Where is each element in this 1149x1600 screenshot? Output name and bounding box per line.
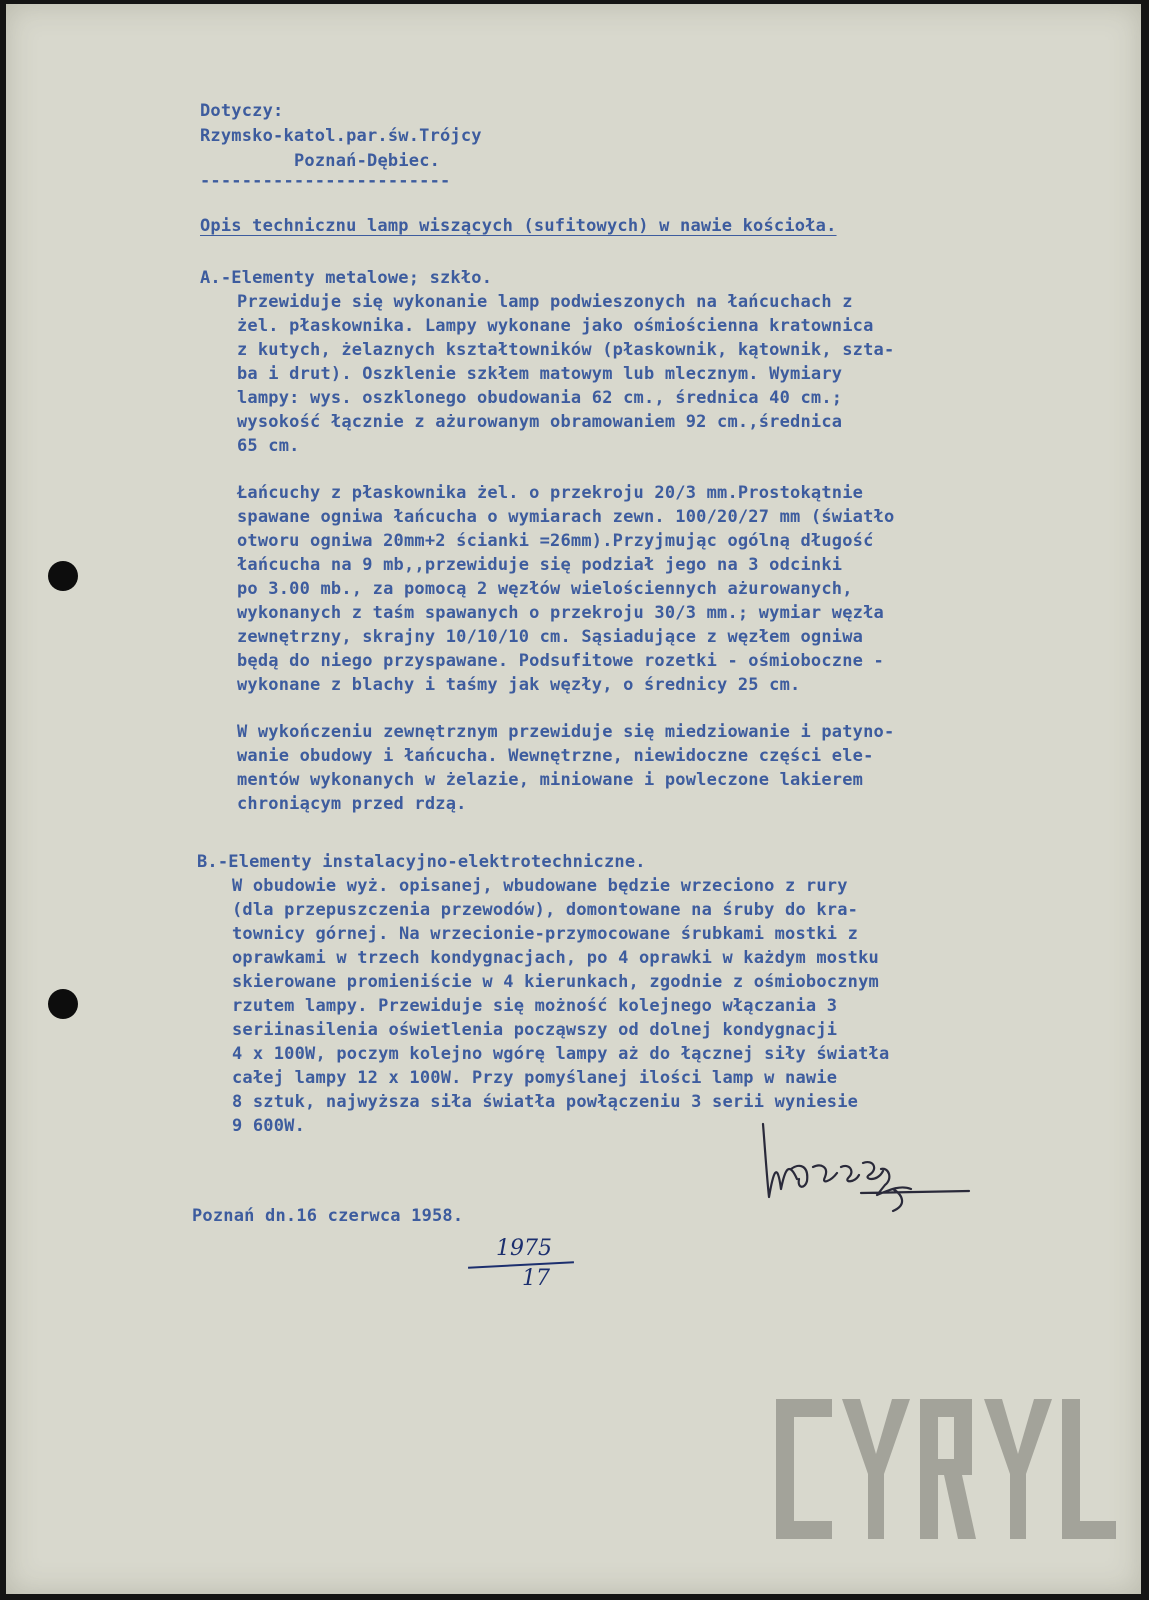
text-line: seriinasilenia oświetlenia począwszy od dolnej kondygnacji: [232, 1020, 838, 1040]
text-line: W obudowie wyż. opisanej, wbudowane będzie wrzeciono z rury: [232, 876, 848, 896]
text-line: z kutych, żelaznych kształtowników (płaskownik, kątownik, szta-: [237, 340, 895, 360]
text-line: wanie obudowy i łańcucha. Wewnętrzne, niewidoczne części ele-: [237, 746, 874, 766]
section-b-heading: B.-Elementy instalacyjno-elektrotechniczne.: [197, 852, 646, 872]
text-line: 4 x 100W, poczym kolejno wgórę lampy aż do łącznej siły światła: [232, 1044, 890, 1064]
text-line: Łańcuchy z płaskownika żel. o przekroju 20/3 mm.Prostokątnie: [237, 483, 864, 503]
text-line: Przewiduje się wykonanie lamp podwieszonych na łańcuchach z: [237, 292, 853, 312]
text-line: łańcucha na 9 mb,,przewiduje się podział jego na 3 odcinki: [237, 555, 843, 575]
cyryl-watermark-logo: [776, 1399, 1116, 1539]
archive-number: [462, 1236, 582, 1296]
text-line: spawane ogniwa łańcucha o wymiarach zewn. 100/20/27 mm (światło: [237, 507, 895, 527]
text-line: lampy: wys. oszklonego obudowania 62 cm., średnica 40 cm.;: [237, 388, 843, 408]
text-line: będą do niego przyspawane. Podsufitowe rozetki - ośmioboczne -: [237, 651, 884, 671]
text-line: ba i drut). Oszklenie szkłem matowym lub mlecznym. Wymiary: [237, 364, 843, 384]
document-title: Opis technicznu lamp wiszących (sufitowych) w nawie kościoła.: [200, 216, 837, 236]
punch-hole-bottom: [48, 989, 78, 1019]
text-line: rzutem lampy. Przewiduje się możność kolejnego włączania 3: [232, 996, 838, 1016]
addressee-line-2: Poznań-Dębiec.: [294, 151, 441, 171]
text-line: mentów wykonanych w żelazie, miniowane i powleczone lakierem: [237, 770, 864, 790]
text-line: chroniącym przed rdzą.: [237, 794, 467, 814]
punch-hole-top: [48, 561, 78, 591]
text-line: żel. płaskownika. Lampy wykonane jako ośmiościenna kratownica: [237, 316, 874, 336]
text-line: zewnętrzny, skrajny 10/10/10 cm. Sąsiadujące z węzłem ogniwa: [237, 627, 864, 647]
section-a-heading: A.-Elementy metalowe; szkło.: [200, 268, 493, 288]
text-line: oprawkami w trzech kondygnacjach, po 4 oprawki w każdym mostku: [232, 948, 879, 968]
text-line: 65 cm.: [237, 436, 300, 456]
text-line: otworu ogniwa 20mm+2 ścianki =26mm).Przyjmując ogólną długość: [237, 531, 874, 551]
text-line: całej lampy 12 x 100W. Przy pomyślanej ilości lamp w nawie: [232, 1068, 838, 1088]
addressee-label: Dotyczy:: [200, 101, 284, 121]
signature: [751, 1119, 991, 1229]
text-line: (dla przepuszczenia przewodów), domontowane na śruby do kra-: [232, 900, 859, 920]
archive-number-bottom: 17: [522, 1266, 550, 1291]
text-line: po 3.00 mb., za pomocą 2 węzłów wielościennych ażurowanych,: [237, 579, 853, 599]
text-line: townicy górnej. Na wrzecionie-przymocowane śrubkami mostki z: [232, 924, 859, 944]
text-line: 8 sztuk, najwyższa siła światła powłączeniu 3 serii wyniesie: [232, 1092, 859, 1112]
place-date: Poznań dn.16 czerwca 1958.: [192, 1206, 464, 1226]
document-sheet: [6, 4, 1141, 1594]
text-line: skierowane promieniście w 4 kierunkach, zgodnie z ośmiobocznym: [232, 972, 879, 992]
text-line: 9 600W.: [232, 1116, 306, 1136]
text-line: wykonane z blachy i taśmy jak węzły, o średnicy 25 cm.: [237, 675, 801, 695]
fraction-line: [468, 1261, 574, 1269]
addressee-rule: ------------------------: [200, 171, 451, 191]
text-line: wykonanych z taśm spawanych o przekroju 30/3 mm.; wymiar węzła: [237, 603, 884, 623]
text-line: W wykończeniu zewnętrznym przewiduje się miedziowanie i patyno-: [237, 722, 895, 742]
text-line: wysokość łącznie z ażurowanym obramowaniem 92 cm.,średnica: [237, 412, 843, 432]
addressee-line-1: Rzymsko-katol.par.św.Trójcy: [200, 126, 482, 146]
archive-number-top: 1975: [496, 1236, 552, 1261]
